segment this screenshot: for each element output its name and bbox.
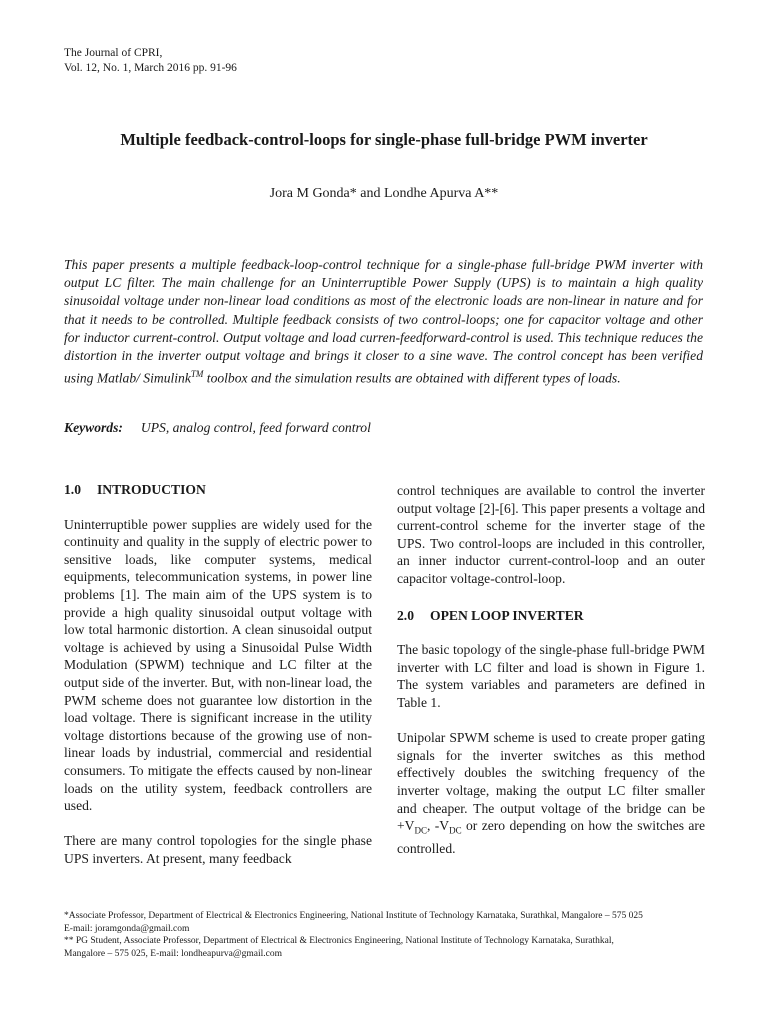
intro-paragraph-2: There are many control topologies for the single phase UPS inverters. At present, many feedback — [64, 833, 372, 866]
journal-header — [64, 46, 237, 75]
footnote-1-email: E-mail: joramgonda@gmail.com — [64, 923, 190, 934]
footnote-1: *Associate Professor, Department of Electrical & Electronics Engineering, National Institute of Technology Karnataka, Surathkal, Mangalore – 575 025 — [64, 911, 643, 921]
abstract-text: This paper presents a multiple feedback-loop-control technique for a single-phase full-bridge PWM inverter with output LC filter. The main challenge for an Uninterruptible Power Supply (UPS) is to maintain a high quality sinusoidal voltage under non-linear load conditions as most of the electronic loads are non-linear in nature and for that it needs to be controlled. Multiple feedback consists of two control-loops; one for capacitor voltage and other for inductor current-control. Output voltage and load curren-feedforward-control is used. This technique reduces the distortion in the inverter output voltage and brings it closer to a sine wave. The control concept has been verified using Matlab/ Simulink — [64, 257, 703, 386]
authors: Jora M Gonda* and Londhe Apurva A** — [269, 186, 499, 201]
open-loop-paragraph-1: The basic topology of the single-phase full-bridge PWM inverter with LC filter and load is shown in Figure 1. The system variables and parameters are defined in Table 1. — [397, 642, 705, 710]
journal-issue: Vol. 12, No. 1, March 2016 pp. 91-96 — [64, 61, 237, 74]
section-title: INTRODUCTION — [97, 482, 206, 497]
section-number: 1.0 — [64, 482, 81, 497]
intro-paragraph-1: Uninterruptible power supplies are widely used for the continuity and quality in the supply of electric power to sensitive loads, like computer systems, medical equipments, telecommunication systems, in power line problems [1]. The main aim of the UPS system is to provide a high quality sinusoidal output voltage with low total harmonic distortion. A clean sinusoidal output voltage is achieved by using a Sinusoidal Pulse Width Modulation (SPWM) technique and LC filter at the output side of the inverter. But, with non-linear load, the PWM scheme does not guarantee low distortion in the load voltage. There is significant increase in the utility voltage distortions because of the growing use of non-linear loads by industrial, commercial and residential consumers. To mitigate the effects caused by non-linear loads on the utility system, feedback controllers are used. — [64, 516, 372, 814]
open-loop-paragraph-2 — [397, 729, 705, 858]
section-number: 2.0 — [397, 607, 414, 623]
trademark-mark: TM — [190, 369, 204, 380]
section-heading-open-loop — [397, 607, 705, 625]
footnote-2-cont: Mangalore – 575 025, E-mail: londheapurva@gmail.com — [64, 948, 282, 959]
footnotes — [64, 910, 714, 960]
abstract-text-end: toolbox and the simulation results are obtained with different types of loads. — [203, 370, 621, 386]
keywords-label: Keywords: — [64, 420, 123, 435]
intro-paragraph-3: control techniques are available to control the inverter output voltage [2]-[6]. This paper presents a voltage and current-control scheme for the inverter stage of the UPS. Two control-loops are included in this controller, an inner inductor current-control-loop and an outer capacitor voltage-control-loop. — [397, 483, 705, 586]
left-column — [64, 481, 372, 885]
text-run: , -V — [427, 818, 450, 834]
subscript: DC — [414, 825, 427, 836]
right-column — [397, 481, 705, 876]
keywords — [64, 420, 371, 436]
footnote-2: ** PG Student, Associate Professor, Department of Electrical & Electronics Engineering, National Institute of Technology Karnataka, Surathkal, — [64, 936, 614, 947]
abstract — [64, 256, 703, 388]
section-title: OPEN LOOP INVERTER — [430, 607, 584, 623]
text-run: Unipolar SPWM scheme is used to create proper gating signals for the inverter switches as this method effectively doubles the switching frequency of the inverter voltage, making the output LC filter smaller and cheaper. The output voltage of the bridge can be +V — [397, 730, 705, 834]
journal-name: The Journal of CPRI, — [64, 47, 163, 59]
paper-title: Multiple feedback-control-loops for single-phase full-bridge PWM inverter — [120, 130, 648, 149]
text-run: or zero depending on how the switches are controlled. — [397, 818, 705, 857]
section-heading-introduction — [64, 481, 372, 499]
subscript: DC — [449, 825, 462, 836]
keywords-value: UPS, analog control, feed forward control — [140, 420, 371, 435]
